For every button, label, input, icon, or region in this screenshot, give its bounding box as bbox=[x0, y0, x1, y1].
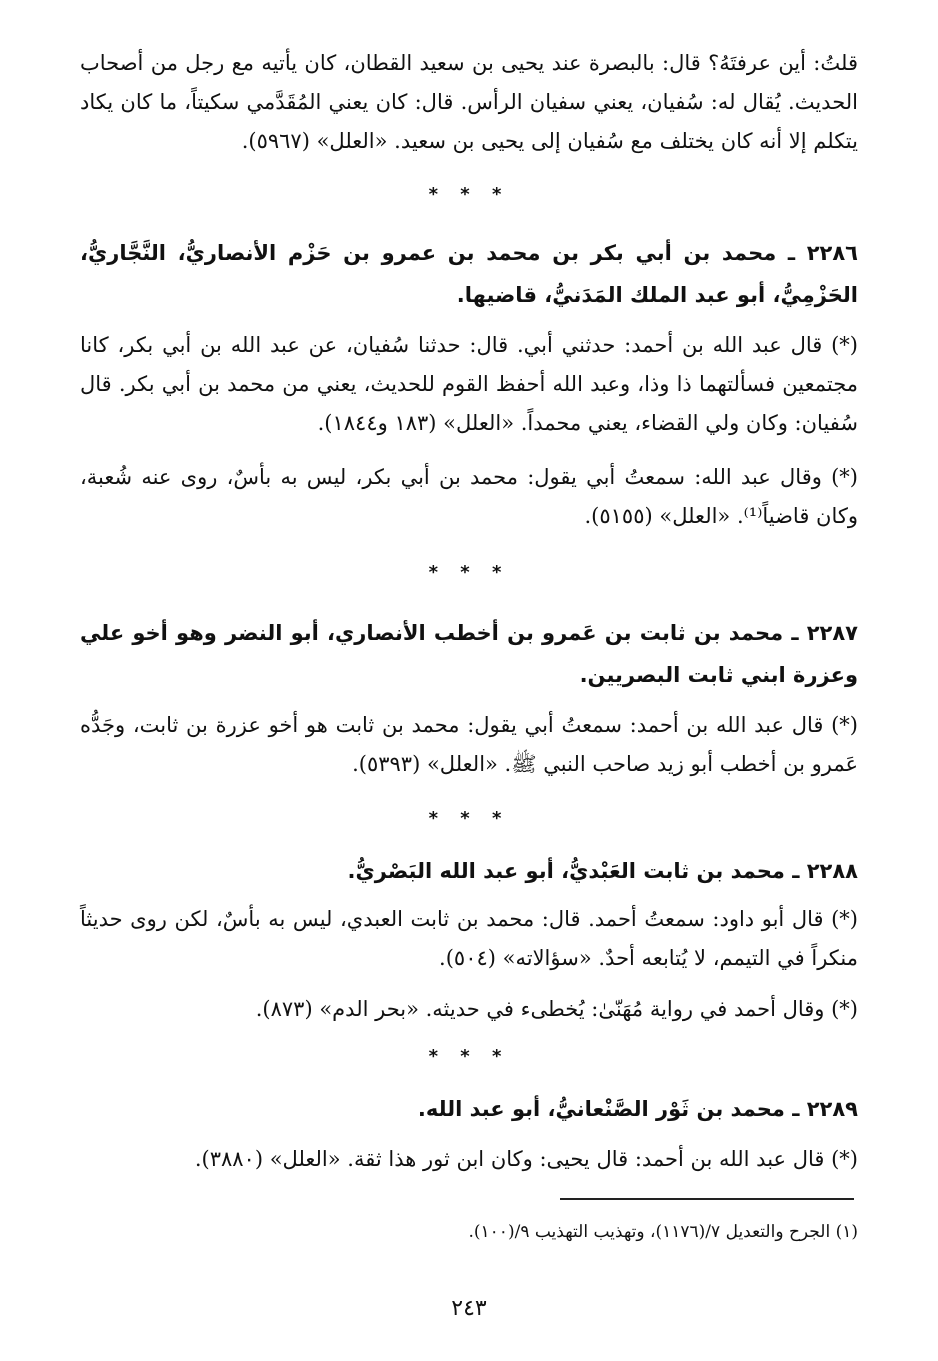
section-separator: * * * bbox=[428, 184, 510, 205]
entry-heading-2289: ٢٢٨٩ ـ محمد بن ثَوْر الصَّنْعانيُّ، أبو عبد الله. bbox=[417, 1097, 858, 1121]
paragraph-2289: (*) قال عبد الله بن أحمد: قال يحيى: وكان ابن ثور هذا ثقة. «العلل» (٣٨٨٠). bbox=[194, 1147, 858, 1171]
paragraph-2287: (*) قال عبد الله بن أحمد: سمعتُ أبي يقول: محمد بن ثابت هو أخو عزرة بن ثابت، وجَدُّه عَمرو بن أخطب أبو زيد صاحب النبي ﷺ. «العلل» (٥٣٩٣). bbox=[80, 713, 858, 776]
section-separator: * * * bbox=[428, 1046, 510, 1067]
paragraph-2286-b: (*) وقال عبد الله: سمعتُ أبي يقول: محمد بن أبي بكر، ليس به بأسٌ، روى عنه شُعبة، وكان قاضياً⁽¹⁾. «العلل» (٥١٥٥). bbox=[80, 465, 858, 528]
section-separator: * * * bbox=[428, 562, 510, 583]
entry-heading-2288: ٢٢٨٨ ـ محمد بن ثابت العَبْديُّ، أبو عبد الله البَصْريُّ. bbox=[347, 859, 858, 883]
entry-heading-2287: ٢٢٨٧ ـ محمد بن ثابت بن عَمرو بن أخطب الأنصاري، أبو النضر وهو أخو علي وعزرة ابني ثابت البصريين. bbox=[80, 621, 858, 687]
page-number: ٢٤٣ bbox=[451, 1296, 487, 1321]
footnote-rule bbox=[560, 1198, 854, 1200]
paragraph-2288-b: (*) وقال أحمد في رواية مُهَنّىٰ: يُخطىء في حديثه. «بحر الدم» (٨٧٣). bbox=[255, 997, 858, 1021]
paragraph-continuation: قلتُ: أين عرفتَهُ؟ قال: بالبصرة عند يحيى بن سعيد القطان، كان يأتيه مع رجل من أصحاب الحديث. يُقال له: سُفيان، يعني سفيان الرأس. قال: كان يعني المُقَدَّمي سكيتاً، ما كان يكاد يتكلم إلا أنه كان يختلف مع سُفيان إلى يحيى بن سعيد. «العلل» (٥٩٦٧). bbox=[80, 51, 858, 153]
entry-heading-2286: ٢٢٨٦ ـ محمد بن أبي بكر بن محمد بن عمرو بن حَزْم الأنصاريُّ، النَّجَّاريُّ، الحَزْمِيُّ، أبو عبد الملك المَدَنيُّ، قاضيها. bbox=[80, 241, 858, 307]
section-separator: * * * bbox=[428, 808, 510, 829]
paragraph-2288-a: (*) قال أبو داود: سمعتُ أحمد. قال: محمد بن ثابت العبدي، ليس به بأسٌ، لكن روى حديثاً منكراً في التيمم، لا يُتابعه أحدٌ. «سؤالاته» (٥٠٤). bbox=[80, 907, 858, 970]
footnote: (١) الجرح والتعديل ٧/(١١٧٦)، وتهذيب التهذيب ٩/(١٠٠). bbox=[468, 1222, 858, 1242]
paragraph-2286-a: (*) قال عبد الله بن أحمد: حدثني أبي. قال: حدثنا سُفيان، عن عبد الله بن أبي بكر، كانا مجتمعين فسألتهما ذا وذا، وعبد الله أحفظ القوم للحديث، يعني من محمد بن أبي بكر. قال سُفيان: وكان ولي القضاء، يعني محمداً. «العلل» (١٨٣ و١٨٤٤). bbox=[80, 333, 858, 435]
